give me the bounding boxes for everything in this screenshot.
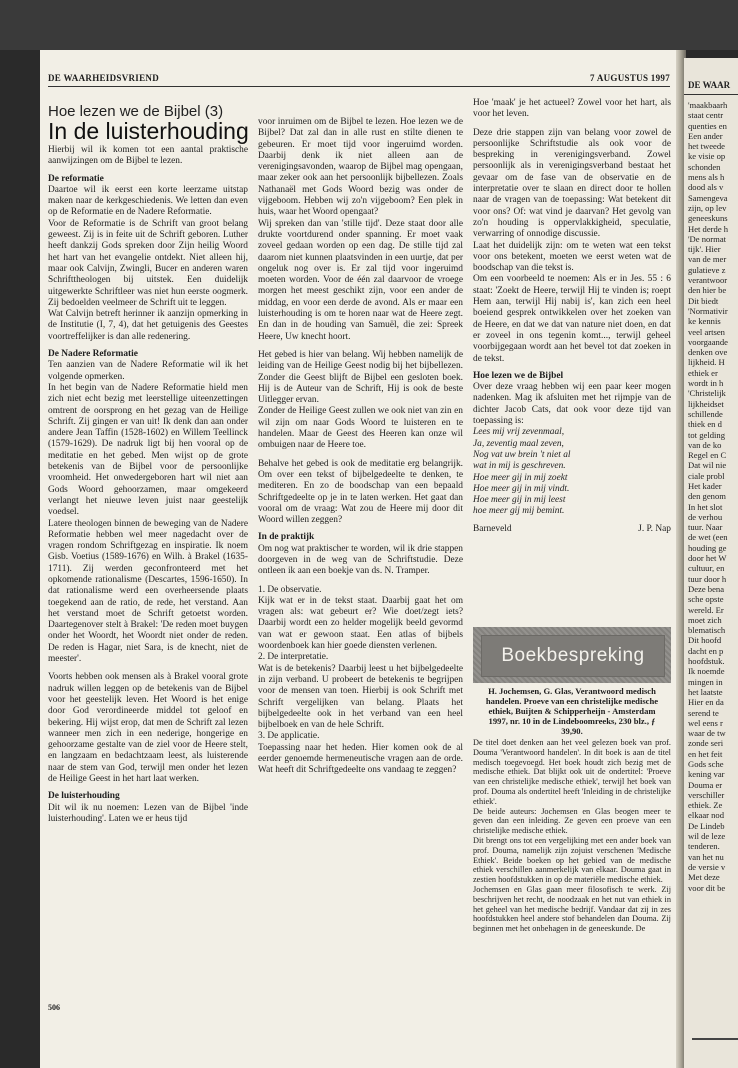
paragraph: 3. De applicatie.: [258, 731, 320, 742]
next-page-line: Gods sche: [688, 759, 724, 769]
next-page-line: veel artsen: [688, 326, 725, 337]
next-page-line: tuur door h: [688, 573, 727, 584]
paragraph: Voorts hebben ook mensen als à Brakel vooral grote nadruk willen leggen op de betekenis van de Bijbel voor het geestelijk leven. Het Woord is het enige door God verordineerde middel tot geloof en bekering. Hij wijst erop, dat men de Schrift zal lezen wanneer men zich in een nederige, hongerige en gehoorzame gestalte van de ziel voor de Heere stelt, en langzaam en bedachtzaam leest, als luisterende naar de stem van God, terwijl men onder het lezen de Heilige Geest in het hart laat werken.: [48, 672, 248, 785]
paragraph-gap: [258, 452, 463, 459]
next-page-line: zonde seri: [688, 738, 724, 749]
poem-line: Hoe meer gij in mij zoekt: [473, 472, 568, 483]
next-page-header: DE WAAR: [688, 80, 731, 90]
next-page-line: mingen in: [688, 676, 723, 687]
next-page-line: ciale probl: [688, 470, 725, 481]
next-page-line: Een ander: [688, 130, 723, 141]
next-page-line: zijn, op lev: [688, 202, 727, 213]
next-page-line: den genom: [688, 491, 726, 502]
next-page-line: de verhou: [688, 511, 723, 522]
paragraph: 1. De observatie.: [258, 584, 322, 595]
next-page-line: denken ove: [688, 347, 728, 358]
next-page-line: tot gelding: [688, 429, 725, 440]
next-page-line: Dit hoofd: [688, 635, 722, 646]
paragraph: Om een voorbeeld te noemen: Als er in Jes. 55 : 6 staat: 'Zoekt de Heere, terwijl Hij te vinden is; roept Hem aan, terwijl Hij nabij is', kan zich een heel boeiend gesprek ontwikkelen over het zoeken van de Heere, en dat we dat van nature niet doen, en dat er zoveel in ons tegenin komt..., terwijl geheel voorbijgegaan wordt aan het bevel tot dat zoeken in de tekst.: [473, 274, 671, 364]
next-page-line: Regel en C: [688, 450, 727, 461]
paragraph: Het gebed is hier van belang. Wij hebben namelijk de leiding van de Heilige Geest nodig bij het bijbellezen. Zonder die Geest blijft de Bijbel een gesloten boek. Hij is de Auteur van de Schrift, Hij is ook de beste Uitlegger ervan.: [258, 349, 463, 406]
review-paragraph: De titel doet denken aan het veel gelezen boek van prof. Douma 'Verantwoord handelen'. In dit boek is aan de titel medisch toegevoegd. Het boek houdt zich bezig met de medische ethiek. Dat blijkt ook uit de ondertitel: 'Proeve van een christelijke medische ethiek', terwijl het boek van prof. Douma als ondertitel heeft 'Inleiding in de christelijke ethiek'.: [473, 738, 671, 806]
paragraph: 2. De interpretatie.: [258, 652, 329, 663]
paragraph: Om nog wat praktischer te worden, wil ik drie stappen doorgeven in de weg van de Schriftstudie. Deze ontleen ik aan een boekje van ds. N. Tramper.: [258, 543, 463, 577]
paragraph: Toepassing naar het heden. Hier komen ook de al eerder genoemde hermeneutische vragen aan de orde. Wat heeft dit Schriftgedeelte ons vandaag te zeggen?: [258, 742, 463, 776]
next-page-line: 'Christelijk: [688, 388, 726, 399]
next-page-line: Het kader: [688, 480, 722, 491]
review-banner-label: Boekbespreking: [501, 645, 645, 666]
next-page-line: wil de leze: [688, 831, 726, 842]
paragraph: Zonder de Heilige Geest zullen we ook niet van zin en wil zijn om naar Gods Woord te luisteren en te handelen. Maar de Geest des Heeren kan onze wil ombuigen naar de Heere toe.: [258, 406, 463, 451]
next-page-line: dood als v: [688, 182, 724, 193]
next-page-line: Dit biedt: [688, 295, 719, 306]
next-page-line: door het W: [688, 553, 727, 564]
next-page-line: Samengeva: [688, 192, 728, 203]
next-page-line: sche opste: [688, 594, 724, 605]
paragraph: Voor de Reformatie is de Schrift van groot belang geweest. Zij is in feite uit de Schrift geboren. Luther heeft dankzij Gods spreken door Zijn heilig Woord het hart van het evangelie ontdekt. Niet alleen hij, maar ook Calvijn, Zwingli, Bucer en anderen waren Schrifttheologen bij uitstek. Een duidelijk uitgewerkte Schriftleer was niet hun eerste oogmerk. Zij bedoelden veelmeer de Schrift uit te leggen.: [48, 218, 248, 308]
paragraph: Wat Calvijn betreft herinner ik aanzijn opmerking in de Institutie (I, 7, 4), dat het getuigenis des Geestes voortreffelijker is dan alle redenering.: [48, 309, 248, 342]
next-page-line: van de mer: [688, 254, 727, 265]
next-page-line: voorgaande: [688, 336, 728, 347]
paragraph: Laat het duidelijk zijn: om te weten wat een tekst voor ons betekent, moeten we eerst weten wat de boodschap van die tekst is.: [473, 240, 671, 274]
next-page-line: 'maakbaarh: [688, 100, 728, 110]
poem-line: Lees mij vrij zevenmaal,: [473, 427, 565, 438]
paragraph-gap: [48, 665, 248, 672]
next-page-line: blematisch: [688, 625, 726, 636]
next-page-line: ke visie op: [688, 151, 726, 162]
next-page-text: [688, 100, 738, 893]
next-page-line: wel eens r: [688, 717, 723, 728]
section-heading: De reformatie: [48, 173, 104, 184]
paragraph: Behalve het gebed is ook de meditatie erg belangrijk. Om over een tekst of bijbelgedeelte te denken, te mediteren. En zo de boodschap van een bepaald Schriftgedeelte op je in te laten werken. Het gaat dan vooral om de vraag: Wat zou de Heere mij door dit Woord willen zeggen?: [258, 458, 463, 526]
page-number: 506: [48, 1003, 60, 1012]
next-page-line: 'De normat: [688, 233, 727, 244]
next-page-line: van het nu: [688, 851, 724, 862]
section-heading: Hoe lezen we de Bijbel: [473, 370, 564, 381]
next-page-line: Het derde h: [688, 223, 729, 234]
next-page-line: gulatieve z: [688, 264, 726, 275]
next-page-line: De Lindeb: [688, 820, 725, 831]
section-heading: In de praktijk: [258, 532, 315, 543]
paragraph: Ten aanzien van de Nadere Reformatie wil ik het volgende opmerken.: [48, 360, 248, 382]
paragraph: Over deze vraag hebben wij een paar keer mogen nadenken. Mag ik afsluiten met het rijmpje van de dichter Jacob Cats, dat ook voor deze tijd van toepassing is:: [473, 382, 671, 427]
signature-place: Barneveld: [473, 523, 512, 534]
review-body: [473, 738, 671, 934]
next-page-line: lijkheidset: [688, 398, 724, 409]
next-page-line: de versie v: [688, 861, 726, 872]
section-heading: De luisterhouding: [48, 791, 120, 802]
next-page-line: In het slot: [688, 501, 723, 512]
next-page-line: lijkheid. H: [688, 357, 725, 368]
paragraph: Hierbij wil ik komen tot een aantal praktische aanwijzingen om de Bijbel te lezen.: [48, 145, 248, 167]
publication-name: DE WAARHEIDSVRIEND: [48, 73, 160, 83]
next-page-line: Ik noemde: [688, 666, 725, 677]
next-page-line: en het feit: [688, 748, 723, 759]
next-page-line: schonden: [688, 161, 721, 172]
next-page-line: mens als h: [688, 172, 725, 183]
next-page-line: staat centr: [688, 110, 724, 121]
next-page-line: moet zich: [688, 614, 722, 625]
next-page-line: verantwoor: [688, 275, 728, 286]
next-page-line: schillende: [688, 408, 723, 419]
next-page-line: Douma er: [688, 779, 723, 790]
section-heading: De Nadere Reformatie: [48, 349, 138, 360]
next-page-line: ke kennis: [688, 316, 721, 327]
paragraph-gap: [258, 343, 463, 350]
next-page-line: Hier en da: [688, 697, 724, 708]
next-page-line: de wet (een: [688, 532, 728, 543]
review-banner: [473, 627, 671, 683]
next-page-line: tenderen.: [688, 841, 720, 852]
poem-line: hoe meer gij mij bemint.: [473, 506, 565, 517]
article-column-3: [473, 98, 671, 535]
paragraph: Deze drie stappen zijn van belang voor zowel de persoonlijke Schriftstudie als ook voor de bespreking in verenigingsverband. Zowel persoonlijk als in verenigingsverband bestaat het gevaar om de fase van de observatie en de interpretatie over te slaan en direct door te hollen naar de vragen van de toepassing: Wat betekent dit voor ons? Of: wat vind je daarvan? Het gevolg van zo'n houding is oppervlakkigheid, speculatie, verwarring of onnodige discussie.: [473, 127, 671, 240]
next-page-line: dacht en p: [688, 645, 724, 656]
paragraph-gap: [473, 121, 671, 128]
review-heading: H. Jochemsen, G. Glas, Verantwoord medisch handelen. Proeve van een christelijke medische ethiek, Buijten & Schipperheijn - Amsterdam 1997, nr. 10 in de Lindeboomreeks, 230 blz., ƒ 39,90.: [485, 686, 659, 736]
next-page-line: van de ko: [688, 439, 722, 450]
article-kicker: Hoe lezen we de Bijbel (3): [48, 103, 224, 120]
next-page-line: ethiek. Ze: [688, 800, 723, 811]
next-page-line: wordt in h: [688, 378, 724, 389]
article-signature: [473, 524, 671, 535]
paragraph: Dit wil ik nu noemen: Lezen van de Bijbel 'inde luisterhouding'. Laten we er heus tijd: [48, 802, 248, 824]
poem-line: Ja, zeventig maal zeven,: [473, 438, 564, 449]
next-page-line: thiek en d: [688, 419, 722, 430]
article-column-2: [258, 117, 463, 777]
signature-author: J. P. Nap: [638, 523, 671, 534]
next-page-line: quenties en: [688, 120, 727, 131]
review-paragraph: De beide auteurs: Jochemsen en Glas beogen meer te geven dan een inleiding. Ze geven een proeve van een christelijke medische ethiek.: [473, 806, 671, 836]
paragraph: Latere theologen binnen de beweging van de Nadere Reformatie hebben wel meer nagedacht over de vragen rondom Schriftgezag en inspiratie. Ik noem Gisb. Voetius (1589-1676) en Wilh. à Brakel (1635-1711). Zij werden geconfronteerd met het opkomende rationalisme (Descartes, 1596-1650). In dat rationalisme werd een overheersende plaats toegekend aan de ratio, de rede, het verstand. Aan het verstand moet de Schrift getoetst worden. Daartegenover stelt à Brakel: 'De reden moet buygen onder het Woordt, het Woordt niet onder de reden. De reden is Hagar, niet Sara, is de knecht, niet de meester'.: [48, 518, 248, 665]
next-page-line: Dat wil nie: [688, 460, 727, 471]
next-page-line: verschiller: [688, 789, 725, 800]
poem-line: Nog vat uw brein 't niet al: [473, 449, 571, 460]
next-page-line: elkaar nod: [688, 810, 725, 821]
next-page-line: Deze bena: [688, 583, 725, 594]
next-page-rule: [684, 94, 738, 95]
next-page-line: houding ge: [688, 542, 727, 553]
next-page-line: ethiek er: [688, 367, 718, 378]
next-page-line: tijk'. Hier: [688, 244, 721, 255]
next-page-line: den hier be: [688, 285, 727, 296]
next-page-line: het tweede: [688, 141, 725, 152]
next-page-line: kening var: [688, 769, 725, 780]
next-page-line: wereld. Er: [688, 604, 724, 615]
next-page-line: geneeskuns: [688, 213, 728, 224]
next-page-line: het laatste: [688, 686, 723, 697]
next-page-line: serend te: [688, 707, 719, 718]
next-page-line: cultuur, en: [688, 563, 725, 574]
next-page-line: waar de tw: [688, 728, 726, 739]
next-page-line: voor dit be: [688, 882, 726, 893]
poem-line: wat in mij is geschreven.: [473, 461, 566, 472]
paragraph: In het begin van de Nadere Reformatie hield men zich niet echt bezig met leerstellige uiteenzettingen omtrent de oorsprong en het gezag van de Heilige Schrift. Zij gingen er van uit! Ik denk dan aan onder andere Jean Taffin (1528-1602) en Willem Teellinck (1579-1629). De nadruk ligt bij hen vooral op de meditatie en het gebed. Men wijst op de grote betekenis van de Bijbel voor de persoonlijke vroomheid. Het onwedergeboren hart wil niet aan Gods Woord gehoorzamen, maar omgekeerd verlangt het nieuwe leven juist naar geestelijk voedsel.: [48, 382, 248, 518]
paragraph: voor inruimen om de Bijbel te lezen. Hoe lezen we de Bijbel? Dat zal dan in alle rust en stilte dienen te gebeuren. Er moet tijd voor ingeruimd worden. Daarbij denk ik niet alleen aan de verenigingsavonden, waarop de Bijbel mag opengaan, maar zeker ook aan het persoonlijk bijbellezen. Zoals Nathanaël met Gods Woord bezig was onder de vijgeboom. Hebben wij zo'n vijgeboom? Een plek in huis, waar het Woord opengaat?: [258, 117, 463, 218]
next-page-line: Met deze: [688, 872, 720, 883]
next-page-line: tuur. Naar: [688, 522, 723, 533]
review-paragraph: Jochemsen en Glas gaan meer filosofisch te werk. Zij beschrijven het recht, de noodzaak en het nut van ethiek in het geheel van het medische bedrijf. Vandaar dat zij in zes hoofdstukken heel andere stof behandelen dan Douma. Zij beginnen met het onbehagen in de geneeskunde. De: [473, 884, 671, 934]
article-title: In de luisterhouding: [48, 118, 249, 144]
paragraph: Wij spreken dan van 'stille tijd'. Deze staat door alle drukte voortdurend onder spanning. Er moet vaak zoveel gedaan worden op een dag. De stille tijd zal daarom niet kunnen plaatsvinden in een uurtje, dat per ongeluk nog over is. Er zal tijd voor ingeruimd moeten worden. Voor de één zal daarvoor de vroege morgen het meest geschikt zijn, voor een ander de middag, en voor een derde de avond. Als er maar een luisterhouding is om te horen naar wat de Heere zegt. En dan in de houding van Samuël, die zei: Spreek Heere, Uw knecht hoort.: [258, 218, 463, 342]
header-rule: [48, 86, 670, 87]
running-header: [48, 73, 670, 85]
scan-background: [0, 0, 738, 50]
poem-line: Hoe meer gij in mij vindt.: [473, 483, 570, 494]
poem-line: Hoe meer gij in mij leest: [473, 495, 566, 506]
issue-date: 7 AUGUSTUS 1997: [589, 73, 670, 83]
review-paragraph: Dit brengt ons tot een vergelijking met een ander boek van prof. Douma, namelijk zijn zojuist verschenen 'Medische Ethiek'. Beide boeken op het gebied van de medische ethiek verschillen aanmerkelijk van elkaar. Douma gaat in zestien hoofdstukken in op de materiële medische ethiek.: [473, 835, 671, 885]
paragraph-gap: [258, 578, 463, 585]
next-page-edge: [684, 58, 738, 1068]
paragraph: Kijk wat er in de tekst staat. Daarbij gaat het om vragen als: wat gebeurt er? Wie doet/zegt iets? Daarbij wordt een zo helder mogelijk beeld gevormd van wat er gewoon staat. Een atlas of bijbels woordenboek kan hier goede diensten verlenen.: [258, 595, 463, 652]
next-page-rule-bottom: [692, 1038, 738, 1040]
next-page-line: 'Normativir: [688, 305, 728, 316]
paragraph: Wat is de betekenis? Daarbij leest u het bijbelgedeelte in zijn verband. U probeert de betekenis te begrijpen voor de mensen van toen. Hierbij is ook Schrift met Schrift vergelijken van belang. Plaats het bijbelgedeelte ook in het verband van een heel bijbelboek en van de hele Schrift.: [258, 663, 463, 731]
article-column-1: [48, 145, 248, 825]
paragraph: Daartoe wil ik eerst een korte leerzame uitstap maken naar de kerkgeschiedenis. We letten dan even op de Reformatie en de Nadere Reformatie.: [48, 184, 248, 218]
paragraph: Hoe 'maak' je het actueel? Zowel voor het hart, als voor het leven.: [473, 98, 671, 120]
book-review: [473, 686, 671, 934]
next-page-line: hoofdstuk.: [688, 656, 725, 667]
